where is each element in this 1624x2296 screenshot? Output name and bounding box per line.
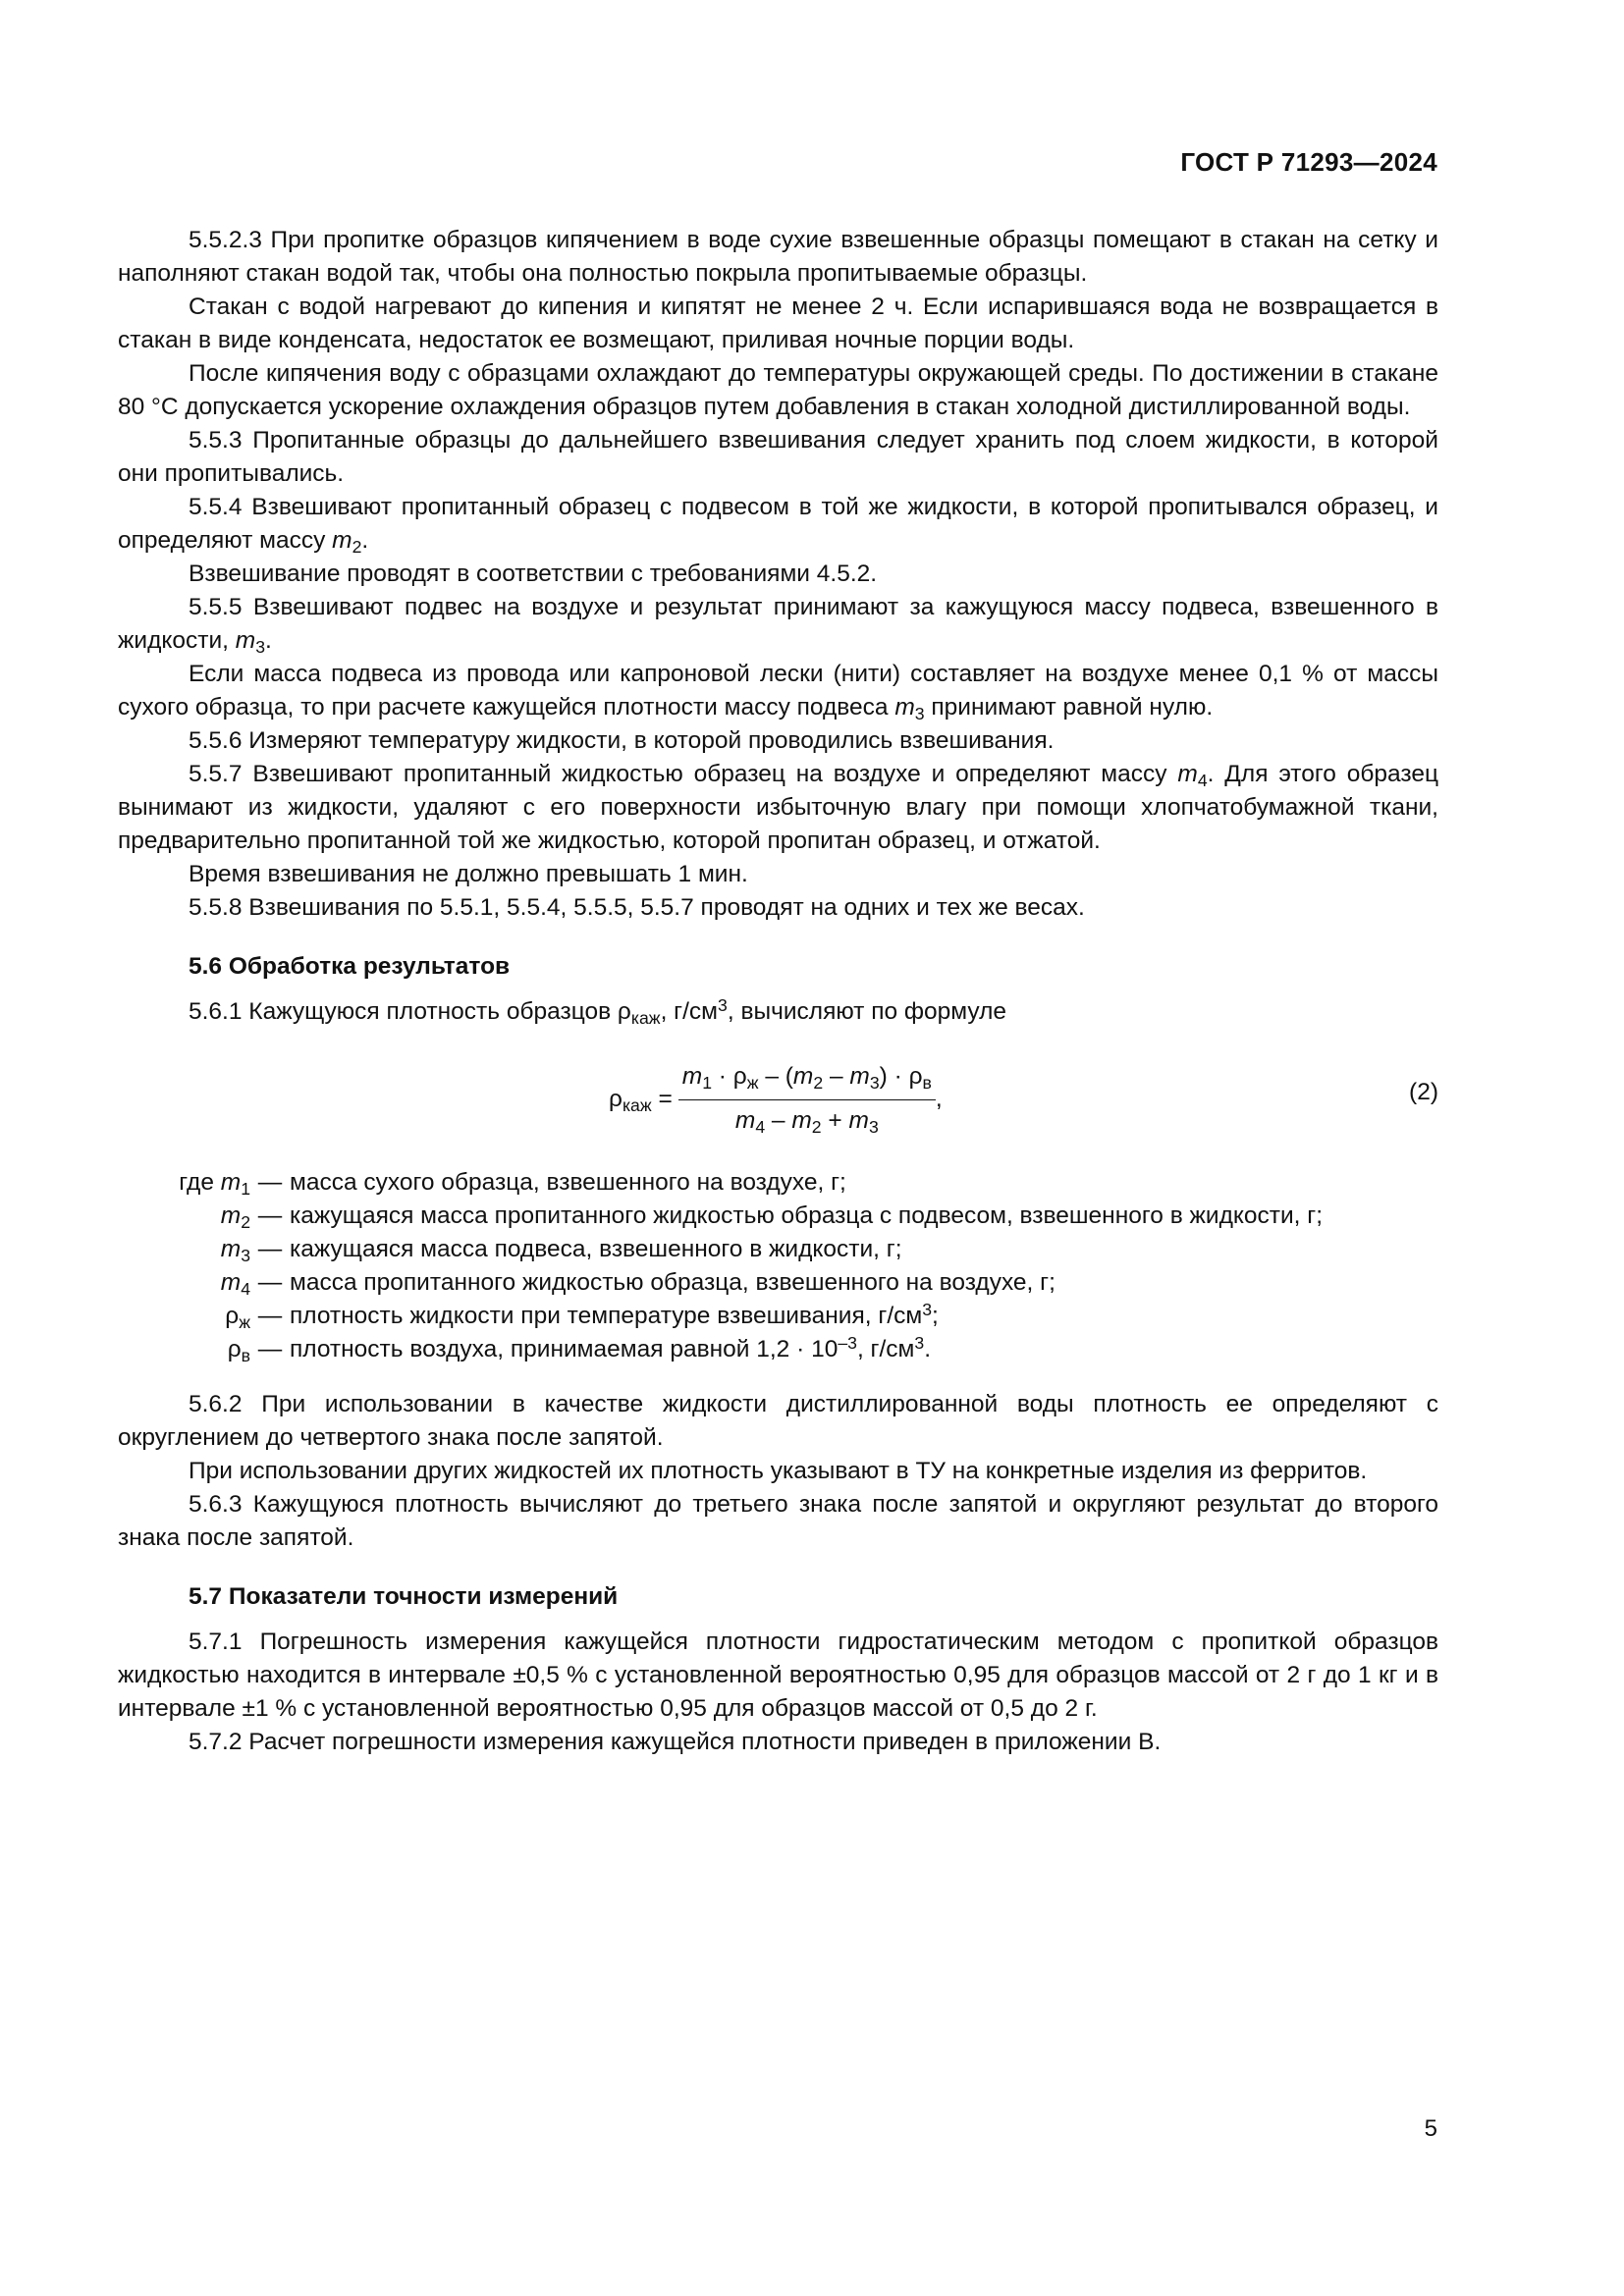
definition-m2: $m_2$ — кажущаяся масса пропитанного жидкостью образца с подвесом, взвешенного в жидкости, г; [220, 1202, 1324, 1232]
definition-m1: где $m_1$ — масса сухого образца, взвешенного на воздухе, г; [179, 1169, 846, 1199]
paragraph-weighing-time: Время взвешивания не должно превышать 1 мин. [189, 861, 748, 887]
paragraph-5-5-3: 5.5.3 Пропитанные образцы до дальнейшего взвешивания следует хранить под слоем жидкости, в которой они пропитывались. [118, 427, 1438, 487]
paragraph-5-7-1: 5.7.1 Погрешность измерения кажущейся плотности гидростатическим методом с пропиткой образцов жидкостью находится в интервале ±0,5 % с установленной вероятностью 0,95 для образцов массой от 2 г до 1 кг и в интервале ±1 % с установленной вероятностью 0,95 для образцов массой от 0,5 до 2 г. [118, 1629, 1438, 1722]
paragraph-suspension-mass: Если масса подвеса из провода или капроновой лески (нити) составляет на воздухе менее 0,1 % от массы сухого образца, то при расчете кажущейся плотности массу подвеса $m_3$ принимают равной нулю. [118, 661, 1438, 723]
formula-tail: , [935, 1085, 943, 1112]
paragraph-weighing-req: Взвешивание проводят в соответствии с требованиями 4.5.2. [189, 561, 878, 587]
paragraph-5-5-8: 5.5.8 Взвешивания по 5.5.1, 5.5.4, 5.5.5, 5.5.7 проводят на одних и тех же весах. [189, 894, 1085, 921]
formula-denominator: $m_4 - m_2 + m_3$ [734, 1107, 879, 1137]
heading-5-6: 5.6 Обработка результатов [189, 953, 511, 980]
density-formula [609, 1060, 943, 1138]
page-content [118, 224, 1438, 1759]
formula-fraction [678, 1060, 936, 1138]
paragraph-cooling: После кипячения воду с образцами охлаждают до температуры окружающей среды. По достижении в стакане 80 °C допускается ускорение охлаждения образцов путем добавления в стакан холодной дистиллированной воды. [118, 360, 1438, 420]
paragraph-5-5-6: 5.5.6 Измеряют температуру жидкости, в которой проводились взвешивания. [189, 727, 1055, 754]
paragraph-5-6-1: 5.6.1 Кажущуюся плотность образцов $\rho_{каж}$, $г/см^3$, вычисляют по формуле [189, 995, 1007, 1028]
symbol-definitions [118, 1166, 1438, 1366]
paragraph-other-liquids: При использовании других жидкостей их плотность указывают в ТУ на конкретные изделия из ферритов. [189, 1458, 1368, 1484]
paragraph-5-5-5: 5.5.5 Взвешивают подвес на воздухе и результат принимают за кажущуюся массу подвеса, взвешенного в жидкости, $m_3$. [118, 594, 1438, 657]
paragraph-5-5-2-3: 5.5.2.3 При пропитке образцов кипячением в воде сухие взвешенные образцы помещают в стакан на сетку и наполняют стакан водой так, чтобы она полностью покрыла пропитываемые образцы. [118, 227, 1438, 287]
definition-rho-liquid: $\rho_ж$ — плотность жидкости при температуре взвешивания, $г/см^3$; [225, 1300, 939, 1332]
paragraph-5-7-2: 5.7.2 Расчет погрешности измерения кажущейся плотности приведен в приложении В. [189, 1729, 1162, 1755]
definition-rho-air: $\rho_в$ — плотность воздуха, принимаемая равной $1,2 \cdot 10^{-3}$, $г/см^3$. [227, 1333, 932, 1365]
definition-m3: $m_3$ — кажущаяся масса подвеса, взвешенного в жидкости, г; [220, 1236, 902, 1265]
formula-lhs: $\rho_{каж}$ = [609, 1085, 673, 1115]
paragraph-5-5-7: 5.5.7 Взвешивают пропитанный жидкостью образец на воздухе и определяют массу $m_4$. Для этого образец вынимают из жидкости, удаляют с его поверхности избыточную влагу при помощи хлопчатобумажной ткани, предварительно пропитанной той же жидкостью, которой пропитан образец, и отжатой. [118, 761, 1438, 854]
definition-m4: $m_4$ — масса пропитанного жидкостью образца, взвешенного на воздухе, г; [220, 1269, 1056, 1299]
paragraph-5-6-2: 5.6.2 При использовании в качестве жидкости дистиллированной воды плотность ее определяют с округлением до четвертого знака после запятой. [118, 1391, 1438, 1451]
paragraph-5-6-3: 5.6.3 Кажущуюся плотность вычисляют до третьего знака после запятой и округляют результат до второго знака после запятой. [118, 1491, 1438, 1551]
equation-number: (2) [1409, 1079, 1438, 1105]
paragraph-boiling: Стакан с водой нагревают до кипения и кипятят не менее 2 ч. Если испарившаяся вода не возвращается в стакан в виде конденсата, недостаток ее возмещают, приливая ночные порции воды. [118, 294, 1438, 353]
document-code: ГОСТ Р 71293—2024 [1180, 147, 1437, 177]
page-number: 5 [1424, 2115, 1437, 2142]
paragraph-5-5-4: 5.5.4 Взвешивают пропитанный образец с подвесом в той же жидкости, в которой пропитывался образец, и определяют массу $m_2$. [118, 494, 1438, 557]
heading-5-7: 5.7 Показатели точности измерений [189, 1583, 619, 1610]
formula-row [118, 1039, 1438, 1147]
formula-numerator: $m_1 \cdot \rho_ж - (m_2 - m_3) \cdot \rho_в$ [678, 1060, 936, 1100]
